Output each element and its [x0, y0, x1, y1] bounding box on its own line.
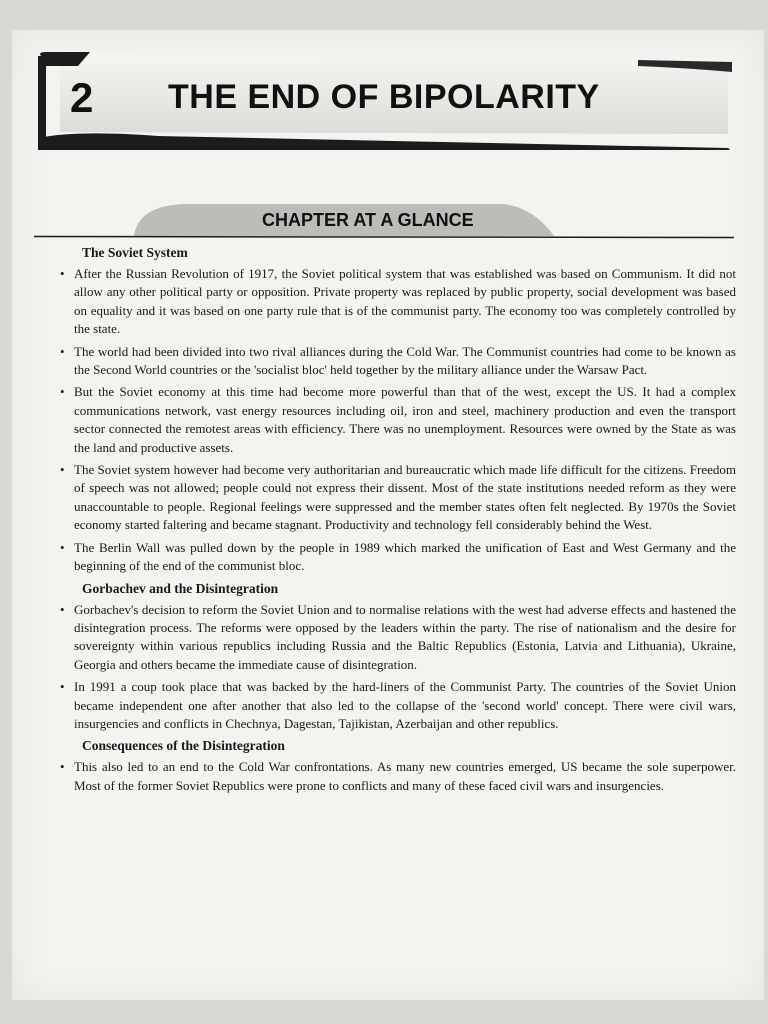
list-item	[60, 539, 736, 576]
list-item-text: This also led to an end to the Cold War confrontations. As many new countries emerged, US became the sole superpower. Most of the former Soviet Republics were prone to conflicts and many of these faced civil wars and insurgencies.	[74, 759, 736, 793]
section-heading: The Soviet System	[82, 245, 188, 260]
list-item-text: Gorbachev's decision to reform the Soviet Union and to normalise relations with the west had adverse effects and hastened the disintegration process. The reforms were opposed by the leaders within the party. The rise of nationalism and the desire for sovereignty within various republics including Russia and the Baltic Republics (Estonia, Latvia and Lithuania), Ukraine, Georgia and others became the immediate cause of disintegration.	[74, 601, 736, 672]
bullet-icon: •	[60, 601, 65, 617]
chapter-number: 2	[70, 74, 94, 121]
list-item-text: But the Soviet economy at this time had become more powerful than that of the west, except the US. It had a complex communications network, vast energy resources including oil, iron and steel, machinery production and even the transport sector connected the remotest areas with efficiency. There was no unemployment. Resources were owned by the State as was the land and productive assets.	[74, 384, 736, 455]
bullet-icon: •	[60, 462, 65, 478]
bullet-icon: •	[60, 539, 65, 555]
list-item	[60, 678, 736, 733]
section-soviet-system	[60, 244, 736, 576]
section-gorbachev	[60, 580, 736, 734]
list-item	[60, 383, 736, 457]
chapter-title: THE END OF BIPOLARITY	[168, 78, 600, 116]
bullet-icon: •	[60, 384, 65, 400]
bullet-icon: •	[60, 343, 65, 359]
bullet-icon: •	[60, 759, 65, 775]
glance-label: CHAPTER AT A GLANCE	[262, 210, 474, 230]
list-item-text: In 1991 a coup took place that was backed by the hard-liners of the Communist Party. The countries of the Soviet Union became independent one after another that also led to the collapse of the 'second world' concept. There were civil wars, insurgencies and conflicts in Chechnya, Dagestan, Tajikistan, Azerbaijan and other republics.	[74, 679, 736, 731]
list-item-text: The world had been divided into two rival alliances during the Cold War. The Communist countries had come to be known as the Second World countries or the 'socialist bloc' held together by the military alliance under the Warsaw Pact.	[74, 343, 736, 378]
bullet-icon: •	[60, 679, 65, 695]
list-item	[60, 343, 736, 380]
book-page	[12, 30, 764, 1000]
chapter-at-a-glance-header	[34, 200, 734, 242]
bullet-list	[60, 601, 736, 734]
section-consequences	[60, 737, 736, 795]
list-item	[60, 265, 736, 339]
chapter-content	[60, 244, 736, 799]
list-item	[60, 461, 736, 535]
bullet-icon: •	[60, 266, 65, 281]
list-item-text: The Berlin Wall was pulled down by the people in 1989 which marked the unification of East and West Germany and the beginning of the end of the communist bloc.	[74, 539, 736, 574]
list-item	[60, 758, 736, 795]
section-heading: Consequences of the Disintegration	[82, 738, 285, 754]
chapter-banner	[38, 50, 732, 150]
bullet-list	[60, 265, 736, 576]
section-heading: Gorbachev and the Disintegration	[82, 580, 279, 596]
list-item	[60, 601, 736, 675]
list-item-text: The Soviet system however had become very authoritarian and bureaucratic which made life difficult for the citizens. Freedom of speech was not allowed; people could not express their dissent. Most of the state institutions needed reform as they were unaccountable to people. Regional feelings were suppressed and the member states often felt neglected. By 1970s the Soviet economy started faltering and became stagnant. Productivity and technology fell considerably behind the West.	[74, 462, 736, 533]
list-item-text: After the Russian Revolution of 1917, the Soviet political system that was established was based on Communism. It did not allow any other political party or opposition. Private property was replaced by public property, social development was based on equality and it was based on one party rule that is of the communist party. The economy too was completely controlled by the state.	[74, 266, 736, 337]
bullet-list	[60, 758, 736, 795]
